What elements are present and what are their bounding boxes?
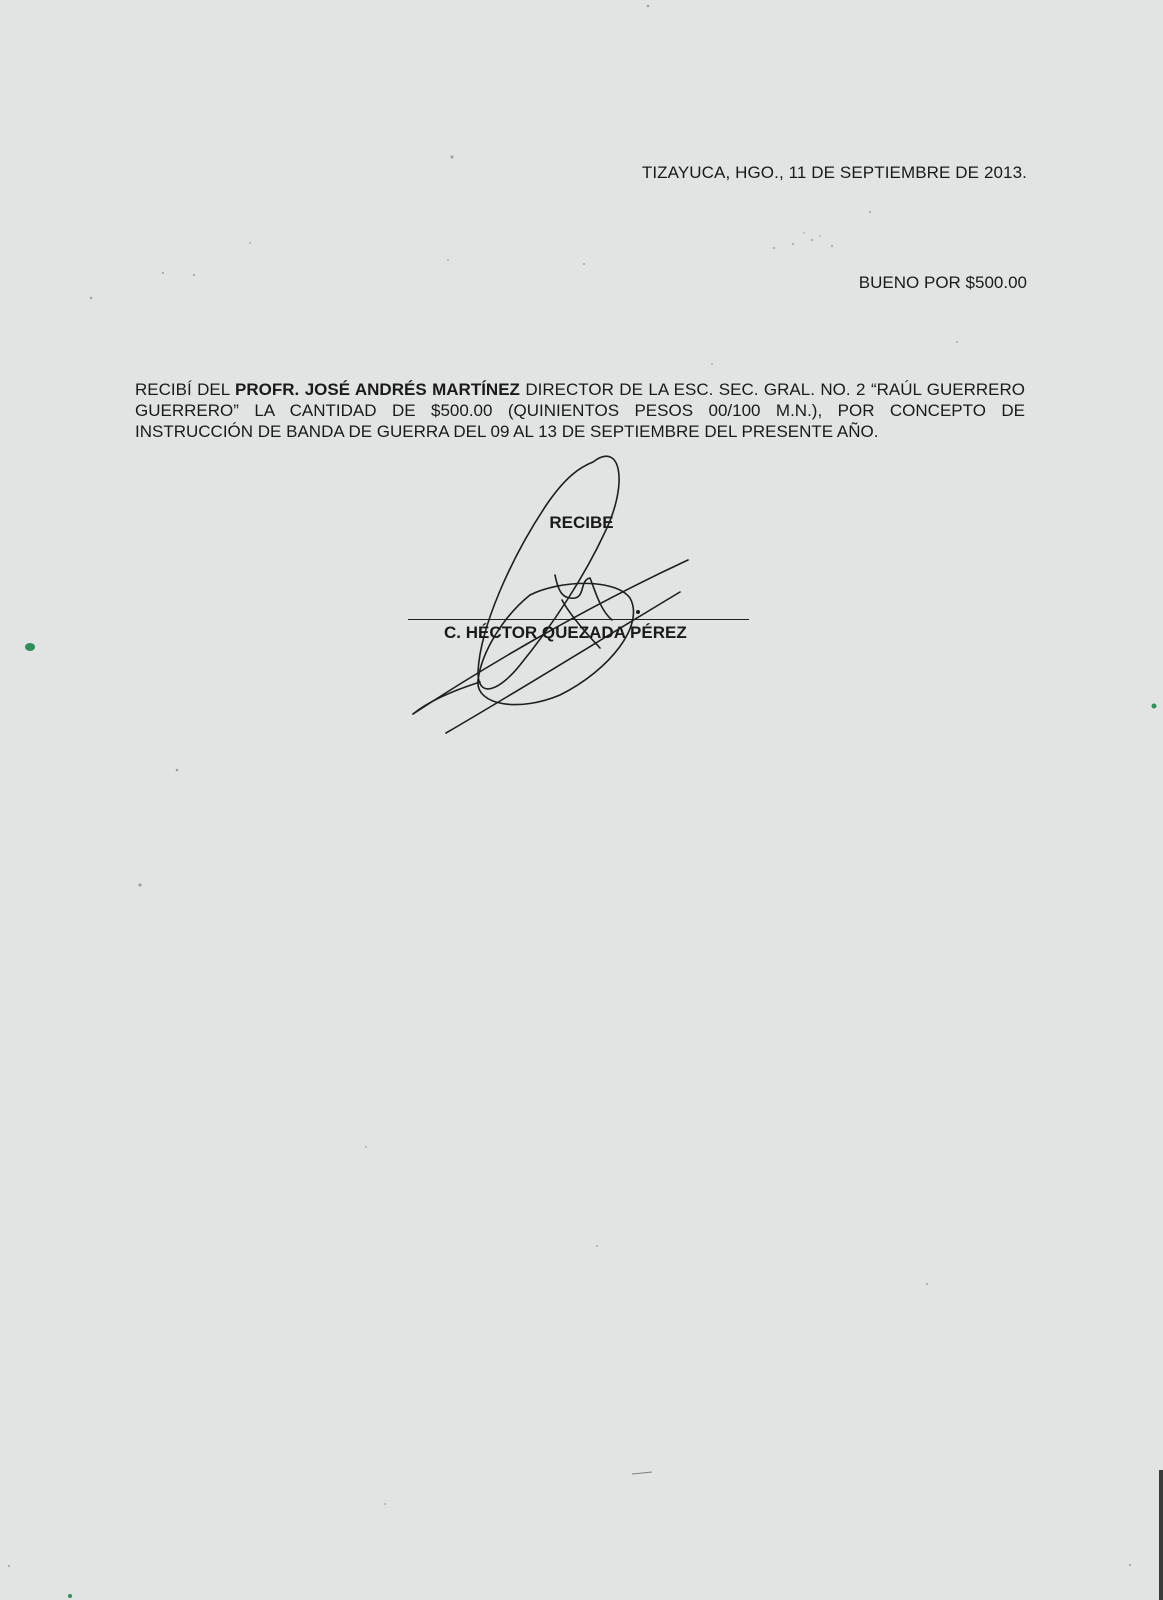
amount-line: BUENO POR $500.00	[858, 273, 1027, 292]
receipt-body	[135, 379, 1025, 442]
scan-edge	[1159, 1470, 1163, 1600]
signer-name: C. HÉCTOR QUEZADA PÉREZ	[444, 623, 687, 642]
place-and-date: TIZAYUCA, HGO., 11 DE SEPTIEMBRE DE 2013.	[641, 163, 1027, 182]
signature-line	[408, 619, 749, 620]
signature-heading: RECIBE	[549, 513, 614, 532]
body-text: DIRECTOR DE LA ESC. SEC. GRAL. NO. 2 “RAÚL GUERRERO GUERRERO” LA CANTIDAD DE $500.00 (QUINIENTOS PESOS 00/100 M.N.), POR CONCEPTO DE INSTRUCCIÓN DE BANDA DE GUERRA DEL 09 AL 13 DE SEPTIEMBRE DEL PRESENTE AÑO.	[135, 380, 1026, 441]
body-intro: RECIBÍ DEL	[135, 380, 230, 399]
payer-name: PROFR. JOSÉ ANDRÉS MARTÍNEZ	[235, 380, 520, 399]
